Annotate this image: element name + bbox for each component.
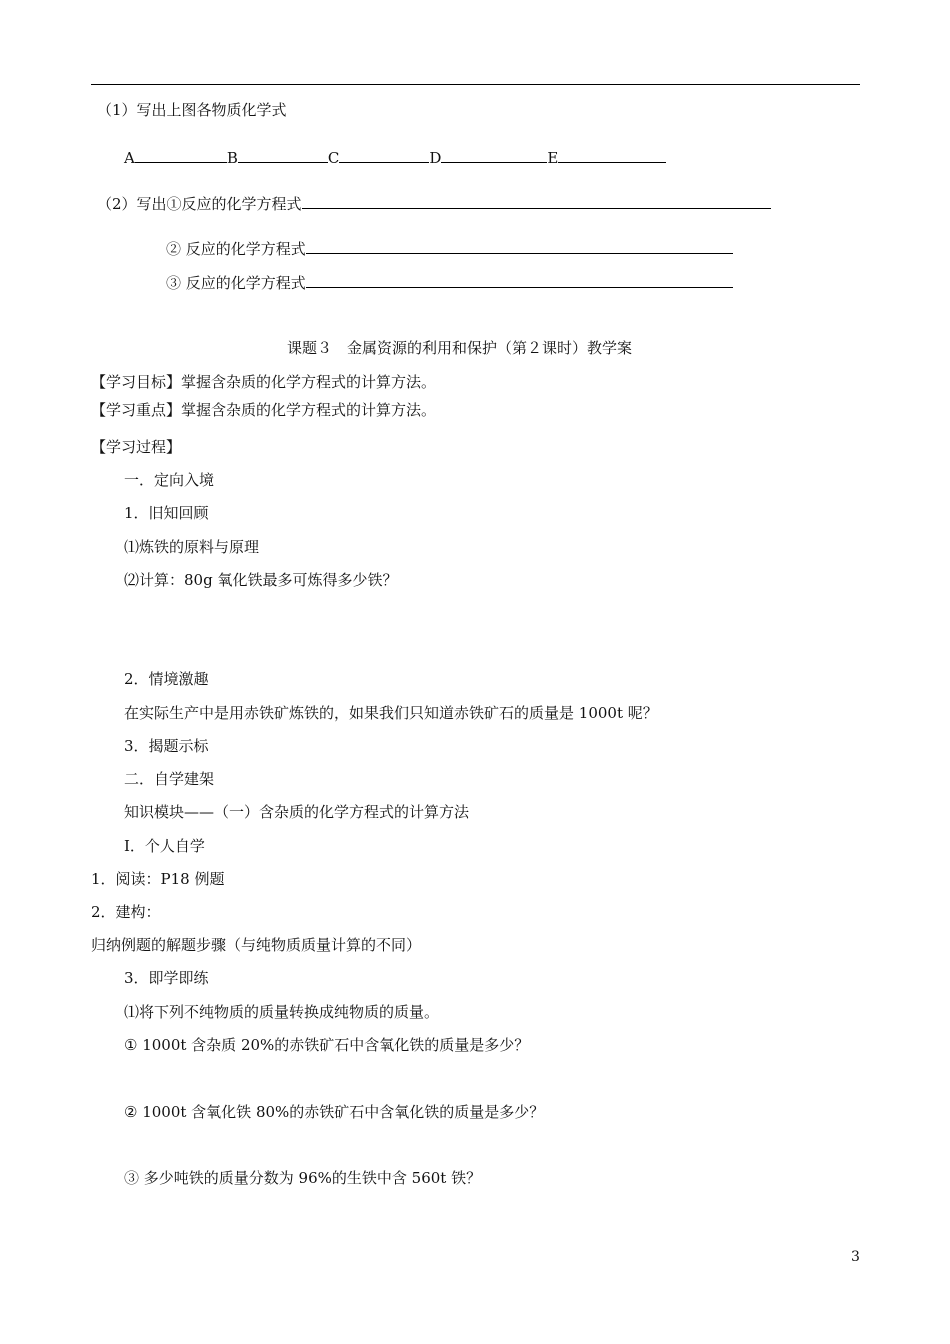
read-item: 1．阅读：P18 例题	[91, 870, 225, 888]
blank-label-d: D	[429, 149, 442, 167]
q2-line2	[166, 237, 733, 259]
convert-item: ⑴将下列不纯物质的质量转换成纯物质的质量。	[124, 1003, 440, 1021]
section-1-2: 2．情境激趣	[124, 670, 209, 688]
knowledge-module: 知识模块——（一）含杂质的化学方程式的计算方法	[124, 803, 470, 821]
blank-label-e: E	[547, 149, 559, 167]
blank-label-b: B	[226, 149, 238, 167]
section-1-2a: 在实际生产中是用赤铁矿炼铁的，如果我们只知道赤铁矿石的质量是 1000t 呢？	[124, 704, 658, 722]
q1-prompt: （1）写出上图各物质化学式	[97, 101, 287, 119]
section-1-1b: ⑵计算：80g 氧化铁最多可炼得多少铁？	[124, 571, 398, 589]
build-item: 2．建构：	[91, 903, 161, 921]
exercise-1: ① 1000t 含杂质 20%的赤铁矿石中含氧化铁的质量是多少？	[124, 1036, 530, 1054]
section-1: 一．定向入境	[124, 471, 215, 489]
blank-b[interactable]	[238, 146, 328, 163]
blank-c[interactable]	[339, 146, 429, 163]
summary-item: 归纳例题的解题步骤（与纯物质质量计算的不同）	[91, 936, 422, 954]
section-1-1: 1．旧知回顾	[124, 504, 209, 522]
header-rule	[91, 84, 860, 85]
q1-blanks-row	[124, 146, 666, 168]
exercise-2: ② 1000t 含氧化铁 80%的赤铁矿石中含氧化铁的质量是多少？	[124, 1103, 545, 1121]
section-1-3: 3．揭题示标	[124, 737, 209, 755]
page-number: 3	[851, 1249, 860, 1265]
q2-line3-text: ③ 反应的化学方程式	[166, 274, 306, 292]
section-1-1a: ⑴炼铁的原料与原理	[124, 538, 260, 556]
q2-blank-2[interactable]	[306, 237, 733, 254]
q2-line3	[166, 271, 733, 293]
q2-blank-1[interactable]	[302, 192, 771, 209]
learning-focus: 【学习重点】掌握含杂质的化学方程式的计算方法。	[91, 401, 437, 419]
learning-process: 【学习过程】	[91, 438, 182, 456]
lesson-title: 课题３ 金属资源的利用和保护（第２课时）教学案	[287, 339, 633, 357]
practice-item: 3．即学即练	[124, 969, 209, 987]
blank-d[interactable]	[441, 146, 547, 163]
q2-blank-3[interactable]	[306, 271, 733, 288]
blank-e[interactable]	[558, 146, 666, 163]
q2-line1-text: （2）写出①反应的化学方程式	[97, 195, 302, 213]
blank-label-a: A	[124, 149, 135, 167]
blank-a[interactable]	[135, 146, 227, 163]
self-study: Ⅰ．个人自学	[124, 837, 205, 855]
section-2: 二．自学建架	[124, 770, 215, 788]
blank-label-c: C	[327, 149, 340, 167]
exercise-3: ③ 多少吨铁的质量分数为 96%的生铁中含 560t 铁？	[124, 1169, 482, 1187]
q2-line1	[97, 192, 771, 214]
q2-line2-text: ② 反应的化学方程式	[166, 240, 306, 258]
learning-objective: 【学习目标】掌握含杂质的化学方程式的计算方法。	[91, 373, 437, 391]
